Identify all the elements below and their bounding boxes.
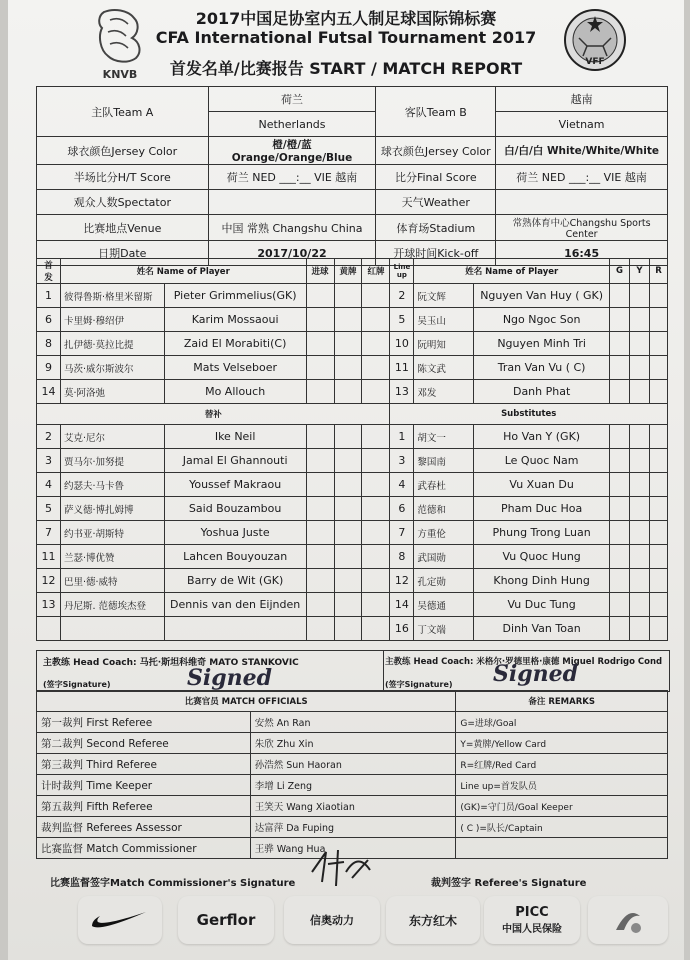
team-a-yellow-cell (334, 521, 362, 545)
team-a-yellow-cell (334, 593, 362, 617)
subs-row (37, 593, 668, 617)
nike-logo (78, 896, 162, 944)
team-a-number: 4 (37, 473, 61, 497)
team-a-goal-cell (306, 332, 334, 356)
team-b-name-en: Vu Quoc Hung (474, 545, 610, 569)
team-b-number: 4 (390, 473, 414, 497)
officials-rows (37, 712, 668, 859)
official-role: 第五裁判 Fifth Referee (37, 796, 251, 817)
team-b-yellow-cell (629, 284, 649, 308)
team-a-name-en: Said Bouzambou (164, 497, 306, 521)
team-a-name-cn (60, 617, 164, 641)
col-goal: 进球 (306, 259, 334, 284)
official-row (37, 712, 668, 733)
team-b-name-en: Phung Trong Luan (474, 521, 610, 545)
team-b-yellow-cell (629, 356, 649, 380)
team-b-red-cell (649, 449, 667, 473)
team-b-number: 1 (390, 425, 414, 449)
tournament-emblem (588, 896, 668, 944)
team-a-name-en: Karim Mossaoui (164, 308, 306, 332)
jersey-label-b: 球衣颜色Jersey Color (376, 137, 496, 165)
team-a-red-cell (362, 332, 390, 356)
team-a-name-en: Pieter Grimmelius(GK) (164, 284, 306, 308)
official-name: 安然 An Ran (250, 712, 456, 733)
picc-logo (484, 896, 580, 944)
team-a-goal-cell (306, 617, 334, 641)
team-a-number: 14 (37, 380, 61, 404)
team-b-goal-cell (609, 617, 629, 641)
team-b-goal-cell (609, 569, 629, 593)
coach-a-signature: Signed (187, 665, 273, 691)
team-b-name-cn: 丁文端 (414, 617, 474, 641)
team-a-name-cn: 萨义德·博扎姆博 (60, 497, 164, 521)
team-a-name-en: Yoshua Juste (164, 521, 306, 545)
team-b-name-en: Le Quoc Nam (474, 449, 610, 473)
subs-row (37, 617, 668, 641)
team-b-red-cell (649, 473, 667, 497)
official-row (37, 775, 668, 796)
subs-label-a: 替补 (37, 404, 390, 425)
team-b-name-en: Vu Xuan Du (474, 473, 610, 497)
officials-header: 比赛官员 MATCH OFFICIALS (37, 691, 456, 712)
remark-text: ( C )=队长/Captain (456, 817, 668, 838)
team-a-yellow-cell (334, 284, 362, 308)
team-a-number: 9 (37, 356, 61, 380)
team-a-number: 7 (37, 521, 61, 545)
team-b-number: 2 (390, 284, 414, 308)
subs-row (37, 449, 668, 473)
team-a-number: 11 (37, 545, 61, 569)
team-b-name-en: Pham Duc Hoa (474, 497, 610, 521)
team-a-goal-cell (306, 545, 334, 569)
team-a-number: 1 (37, 284, 61, 308)
team-a-name-cn: 艾克·尼尔 (60, 425, 164, 449)
team-b-goal-cell (609, 425, 629, 449)
final-score-value: 荷兰 NED ___:__ VIE 越南 (496, 165, 668, 190)
team-a-name-cn: 巴里·德·威特 (60, 569, 164, 593)
jersey-label-a: 球衣颜色Jersey Color (37, 137, 209, 165)
team-a-yellow-cell (334, 425, 362, 449)
col-g: G (609, 259, 629, 284)
subs-row (37, 497, 668, 521)
picc-cn: 中国人民保险 (502, 924, 562, 935)
team-b-yellow-cell (629, 473, 649, 497)
official-role: 比赛监督 Match Commissioner (37, 838, 251, 859)
official-name: 朱欣 Zhu Xin (250, 733, 456, 754)
starters-row (37, 380, 668, 404)
col-y: Y (629, 259, 649, 284)
coach-b-cell (383, 651, 669, 691)
team-a-red-cell (362, 284, 390, 308)
team-a-name-cn: 约书亚·胡斯特 (60, 521, 164, 545)
team-b-name-cn: 阮文辉 (414, 284, 474, 308)
team-a-red-cell (362, 449, 390, 473)
team-a-red-cell (362, 473, 390, 497)
team-a-yellow-cell (334, 449, 362, 473)
official-row (37, 796, 668, 817)
team-b-goal-cell (609, 308, 629, 332)
coaches-row (36, 650, 670, 692)
official-role: 计时裁判 Time Keeper (37, 775, 251, 796)
team-b-cn: 越南 (496, 87, 668, 112)
title-chinese: 2017中国足协室内五人制足球国际锦标赛 (195, 9, 497, 28)
team-a-number: 8 (37, 332, 61, 356)
team-a-name-cn: 彼得鲁斯·格里米留斯 (60, 284, 164, 308)
remark-text: R=红牌/Red Card (456, 754, 668, 775)
subs-label-b: Substitutes (390, 404, 668, 425)
team-a-en: Netherlands (208, 112, 376, 137)
team-a-yellow-cell (334, 380, 362, 404)
team-a-red-cell (362, 617, 390, 641)
team-b-name-en: Danh Phat (474, 380, 610, 404)
sponsors-strip (74, 890, 674, 950)
official-name: 王笑天 Wang Xiaotian (250, 796, 456, 817)
team-b-number: 7 (390, 521, 414, 545)
team-b-yellow-cell (629, 497, 649, 521)
team-a-goal-cell (306, 380, 334, 404)
col-lineup: Line up (390, 259, 414, 284)
team-a-name-cn: 莫·阿洛弛 (60, 380, 164, 404)
remark-text: Line up=首发队员 (456, 775, 668, 796)
subs-row (37, 473, 668, 497)
team-a-goal-cell (306, 521, 334, 545)
team-a-red-cell (362, 497, 390, 521)
team-b-name-en: Khong Dinh Hung (474, 569, 610, 593)
team-b-name-cn: 孔定勋 (414, 569, 474, 593)
team-b-goal-cell (609, 284, 629, 308)
players-table (36, 258, 668, 641)
team-b-red-cell (649, 617, 667, 641)
team-b-goal-cell (609, 521, 629, 545)
team-b-red-cell (649, 380, 667, 404)
title-english: CFA International Futsal Tournament 2017 (155, 28, 537, 47)
team-b-red-cell (649, 521, 667, 545)
coach-b-signature: Signed (493, 661, 579, 687)
date-label: 日期Date (37, 241, 209, 266)
team-b-red-cell (649, 569, 667, 593)
team-a-name-cn: 丹尼斯. 范德埃杰登 (60, 593, 164, 617)
report-sheet (8, 0, 684, 960)
team-a-red-cell (362, 308, 390, 332)
team-b-yellow-cell (629, 521, 649, 545)
col-yellow: 黄牌 (334, 259, 362, 284)
team-a-name-cn: 兰瑟·博优赞 (60, 545, 164, 569)
team-a-goal-cell (306, 449, 334, 473)
team-a-name-en: Zaid El Morabiti(C) (164, 332, 306, 356)
team-a-red-cell (362, 380, 390, 404)
team-b-number: 3 (390, 449, 414, 473)
team-b-yellow-cell (629, 617, 649, 641)
subs-row (37, 425, 668, 449)
starters-row (37, 284, 668, 308)
col-red: 红牌 (362, 259, 390, 284)
subs-row (37, 521, 668, 545)
team-b-name-cn: 武春杜 (414, 473, 474, 497)
team-a-name-cn: 约瑟夫·马卡鲁 (60, 473, 164, 497)
team-a-number (37, 617, 61, 641)
starters-row (37, 332, 668, 356)
team-b-number: 11 (390, 356, 414, 380)
team-b-yellow-cell (629, 593, 649, 617)
team-b-goal-cell (609, 449, 629, 473)
team-a-yellow-cell (334, 569, 362, 593)
team-a-goal-cell (306, 425, 334, 449)
remark-text: Y=黄牌/Yellow Card (456, 733, 668, 754)
svg-text:VFF: VFF (585, 57, 605, 67)
remark-text (456, 838, 668, 859)
team-b-number: 16 (390, 617, 414, 641)
team-a-label: 主队Team A (37, 87, 209, 137)
official-role: 第三裁判 Third Referee (37, 754, 251, 775)
team-a-red-cell (362, 521, 390, 545)
report-subtitle: 首发名单/比赛报告 START / MATCH REPORT (169, 59, 523, 78)
team-b-name-cn: 陈文武 (414, 356, 474, 380)
team-a-number: 2 (37, 425, 61, 449)
team-b-yellow-cell (629, 449, 649, 473)
official-name: 王骅 Wang Hua (250, 838, 456, 859)
team-b-label: 客队Team B (376, 87, 496, 137)
team-a-name-en: Mo Allouch (164, 380, 306, 404)
coach-a-sig-label: (签字Signature) (43, 680, 111, 689)
team-b-yellow-cell (629, 380, 649, 404)
spectator-label: 观众人数Spectator (37, 190, 209, 215)
kickoff-label: 开球时间Kick-off (376, 241, 496, 266)
venue-label: 比赛地点Venue (37, 215, 209, 241)
team-b-name-en: Dinh Van Toan (474, 617, 610, 641)
official-name: 孙浩然 Sun Haoran (250, 754, 456, 775)
starters-rows (37, 284, 668, 404)
team-b-name-en: Nguyen Minh Tri (474, 332, 610, 356)
team-b-number: 10 (390, 332, 414, 356)
team-b-red-cell (649, 593, 667, 617)
col-r: R (649, 259, 667, 284)
team-a-number: 12 (37, 569, 61, 593)
dongfang-hongmu-logo: 东方红木 (386, 896, 480, 944)
team-b-name-cn: 方重伦 (414, 521, 474, 545)
team-b-name-cn: 吴玉山 (414, 308, 474, 332)
signature-line: 比赛监督签字Match Commissioner's Signature 裁判签字 Referee's Signature (50, 878, 587, 889)
team-b-goal-cell (609, 545, 629, 569)
stadium-label: 体育场Stadium (376, 215, 496, 241)
team-b-yellow-cell (629, 425, 649, 449)
match-info-table (36, 86, 668, 266)
team-a-yellow-cell (334, 497, 362, 521)
spectator-value (208, 190, 376, 215)
team-a-red-cell (362, 425, 390, 449)
team-a-name-cn: 扎伊德·莫拉比提 (60, 332, 164, 356)
team-a-goal-cell (306, 284, 334, 308)
official-row (37, 754, 668, 775)
team-b-number: 5 (390, 308, 414, 332)
team-b-number: 8 (390, 545, 414, 569)
team-a-number: 6 (37, 308, 61, 332)
official-role: 第一裁判 First Referee (37, 712, 251, 733)
emblem-icon (608, 902, 648, 938)
team-b-en: Vietnam (496, 112, 668, 137)
officials-table (36, 690, 668, 859)
ht-score-label: 半场比分H/T Score (37, 165, 209, 190)
coach-b-name: 主教练 Head Coach: 米格尔·罗德里格·康德 Miguel Rodrigo Cond (385, 657, 663, 667)
picc-text: PICC (515, 905, 549, 920)
team-a-goal-cell (306, 497, 334, 521)
team-a-goal-cell (306, 473, 334, 497)
team-b-goal-cell (609, 473, 629, 497)
team-a-name-en: Barry de Wit (GK) (164, 569, 306, 593)
team-b-number: 14 (390, 593, 414, 617)
team-a-name-cn: 马茨·威尔斯波尔 (60, 356, 164, 380)
team-b-yellow-cell (629, 569, 649, 593)
team-b-name-en: Vu Duc Tung (474, 593, 610, 617)
vff-logo (563, 8, 627, 72)
team-b-number: 12 (390, 569, 414, 593)
team-b-red-cell (649, 284, 667, 308)
report-header (8, 0, 684, 88)
team-b-red-cell (649, 356, 667, 380)
team-a-yellow-cell (334, 617, 362, 641)
venue-value: 中国 常熟 Changshu China (208, 215, 376, 241)
team-b-red-cell (649, 308, 667, 332)
team-b-name-cn: 胡文一 (414, 425, 474, 449)
team-a-name-en: Ike Neil (164, 425, 306, 449)
official-name: 李增 Li Zeng (250, 775, 456, 796)
team-a-goal-cell (306, 569, 334, 593)
team-a-yellow-cell (334, 545, 362, 569)
ht-score-value: 荷兰 NED ___:__ VIE 越南 (208, 165, 376, 190)
team-a-goal-cell (306, 308, 334, 332)
team-b-number: 6 (390, 497, 414, 521)
team-b-red-cell (649, 332, 667, 356)
team-a-red-cell (362, 569, 390, 593)
coach-a-name: 主教练 Head Coach: 马托·斯坦科维奇 MATO STANKOVIC (43, 658, 299, 668)
gerflor-logo: Gerflor (178, 896, 274, 944)
official-row (37, 733, 668, 754)
swoosh-icon (90, 908, 150, 932)
team-b-number: 13 (390, 380, 414, 404)
official-row (37, 817, 668, 838)
team-a-red-cell (362, 545, 390, 569)
jersey-a: 橙/橙/蓝 Orange/Orange/Blue (208, 137, 376, 165)
team-a-yellow-cell (334, 332, 362, 356)
official-role: 裁判监督 Referees Assessor (37, 817, 251, 838)
team-a-red-cell (362, 356, 390, 380)
svg-text:KNVB: KNVB (102, 68, 138, 81)
starters-row (37, 308, 668, 332)
team-b-name-en: Nguyen Van Huy ( GK) (474, 284, 610, 308)
team-b-name-cn: 范德和 (414, 497, 474, 521)
team-a-red-cell (362, 593, 390, 617)
col-name-b: 姓名 Name of Player (414, 259, 610, 284)
team-b-name-cn: 黎国南 (414, 449, 474, 473)
team-a-name-en: Youssef Makraou (164, 473, 306, 497)
weather-label: 天气Weather (376, 190, 496, 215)
subs-row (37, 545, 668, 569)
team-b-name-en: Tran Van Vu ( C) (474, 356, 610, 380)
team-a-goal-cell (306, 593, 334, 617)
coach-b-sig-label: (签字Signature) (385, 680, 453, 689)
team-b-name-cn: 阮明知 (414, 332, 474, 356)
team-a-name-en (164, 617, 306, 641)
team-b-yellow-cell (629, 332, 649, 356)
weather-value (496, 190, 668, 215)
team-a-name-en: Dennis van den Eijnden (164, 593, 306, 617)
subs-row (37, 569, 668, 593)
team-b-red-cell (649, 497, 667, 521)
jersey-b: 白/白/白 White/White/White (496, 137, 668, 165)
xinao-logo: 信奥动力 (284, 896, 380, 944)
team-b-goal-cell (609, 356, 629, 380)
remark-text: (GK)=守门员/Goal Keeper (456, 796, 668, 817)
col-starter-label: 首发 (37, 259, 61, 284)
team-a-name-cn: 卡里姆·穆绍伊 (60, 308, 164, 332)
team-b-name-cn: 邓发 (414, 380, 474, 404)
team-b-yellow-cell (629, 545, 649, 569)
team-a-name-en: Jamal El Ghannouti (164, 449, 306, 473)
team-b-name-cn: 武国勋 (414, 545, 474, 569)
team-a-yellow-cell (334, 356, 362, 380)
coach-a-cell (37, 651, 384, 691)
team-a-goal-cell (306, 356, 334, 380)
subs-rows (37, 425, 668, 641)
official-role: 第二裁判 Second Referee (37, 733, 251, 754)
team-a-number: 3 (37, 449, 61, 473)
team-a-name-en: Lahcen Bouyouzan (164, 545, 306, 569)
starters-row (37, 356, 668, 380)
team-b-red-cell (649, 425, 667, 449)
team-b-name-en: Ngo Ngoc Son (474, 308, 610, 332)
remarks-header: 备注 REMARKS (456, 691, 668, 712)
kickoff-value: 16:45 (496, 241, 668, 266)
official-name: 达富萍 Da Fuping (250, 817, 456, 838)
team-b-goal-cell (609, 593, 629, 617)
team-b-goal-cell (609, 497, 629, 521)
team-b-yellow-cell (629, 308, 649, 332)
team-b-goal-cell (609, 332, 629, 356)
stadium-value: 常熟体育中心Changshu Sports Center (496, 215, 668, 241)
team-b-name-en: Ho Van Y (GK) (474, 425, 610, 449)
team-b-goal-cell (609, 380, 629, 404)
team-a-number: 13 (37, 593, 61, 617)
team-a-yellow-cell (334, 308, 362, 332)
team-a-name-cn: 贾马尔·加努提 (60, 449, 164, 473)
team-a-number: 5 (37, 497, 61, 521)
commissioner-signature (308, 842, 378, 892)
remark-text: G=进球/Goal (456, 712, 668, 733)
team-b-red-cell (649, 545, 667, 569)
final-score-label: 比分Final Score (376, 165, 496, 190)
col-name-a: 姓名 Name of Player (60, 259, 306, 284)
team-b-name-cn: 吴德通 (414, 593, 474, 617)
team-a-cn: 荷兰 (208, 87, 376, 112)
team-a-name-en: Mats Velseboer (164, 356, 306, 380)
team-a-yellow-cell (334, 473, 362, 497)
date-value: 2017/10/22 (208, 241, 376, 266)
